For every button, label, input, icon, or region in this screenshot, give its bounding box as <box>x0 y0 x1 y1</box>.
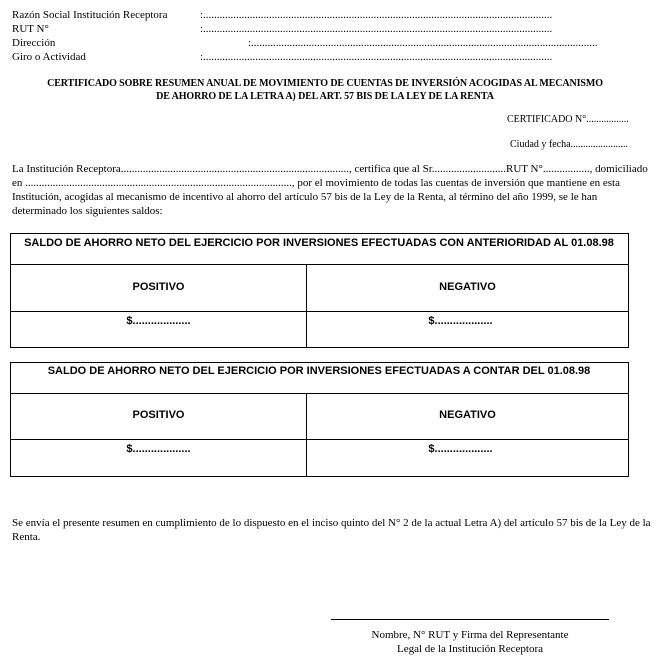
value-negative: $................... <box>428 315 493 327</box>
field-label-giro: Giro o Actividad <box>12 51 86 63</box>
body-paragraph: La Institución Receptora..................................................................................., certifica que al Sr...........................RUT N°................., domiciliado en ................................................................................................., por el movimiento de todas las cuentas de inversión que mantiene en esta Institución, acogidas al mecanismo de incentivo al ahorro del artículo 57 bis de la Ley de la Renta, al término del año 1999, se le han determinado los siguientes saldos: <box>12 163 648 217</box>
table-header-before: SALDO DE AHORRO NETO DEL EJERCICIO POR INVERSIONES EFECTUADAS CON ANTERIORIDAD AL 01.08.98 <box>24 237 614 249</box>
field-value-rut: :............................................................................................................................... <box>200 23 553 35</box>
divider <box>11 311 628 312</box>
signature-caption-line2: Legal de la Institución Receptora <box>397 643 543 655</box>
divider <box>306 393 307 476</box>
city-and-date: Ciudad y fecha....................... <box>510 139 629 150</box>
value-positive: $................... <box>126 315 191 327</box>
field-value-direccion: :.............................................................................................................................. <box>248 37 598 49</box>
document-title-line1: CERTIFICADO SOBRE RESUMEN ANUAL DE MOVIMIENTO DE CUENTAS DE INVERSIÓN ACOGIDAS AL MECANISMO <box>47 78 603 89</box>
field-label-direccion: Dirección <box>12 37 56 49</box>
divider <box>11 439 628 440</box>
table-header-after: SALDO DE AHORRO NETO DEL EJERCICIO POR INVERSIONES EFECTUADAS A CONTAR DEL 01.08.98 <box>47 365 591 377</box>
divider <box>306 264 307 347</box>
column-positive: POSITIVO <box>132 281 185 293</box>
balance-table-after <box>10 362 629 477</box>
value-negative: $................... <box>428 443 493 455</box>
field-value-razon-social: :............................................................................................................................... <box>200 9 553 21</box>
divider <box>11 393 628 394</box>
closing-paragraph: Se envía el presente resumen en cumplimiento de lo dispuesto en el inciso quinto del N° 2 de la actual Letra A) del artículo 57 bis de la Ley de la Renta. <box>12 517 651 543</box>
signature-line <box>331 619 609 620</box>
signature-caption-line1: Nombre, N° RUT y Firma del Representante <box>371 629 569 641</box>
field-label-razon-social: Razón Social Institución Receptora <box>12 9 168 21</box>
document-title-line2: DE AHORRO DE LA LETRA A) DEL ART. 57 BIS DE LA LEY DE LA RENTA <box>156 91 494 102</box>
column-positive: POSITIVO <box>132 409 185 421</box>
balance-table-before <box>10 233 629 348</box>
column-negative: NEGATIVO <box>439 281 496 293</box>
certificate-number: CERTIFICADO N°................. <box>507 114 629 125</box>
field-label-rut: RUT N° <box>12 23 49 35</box>
column-negative: NEGATIVO <box>439 409 496 421</box>
value-positive: $................... <box>126 443 191 455</box>
divider <box>11 264 628 265</box>
field-value-giro: :............................................................................................................................... <box>200 51 553 63</box>
